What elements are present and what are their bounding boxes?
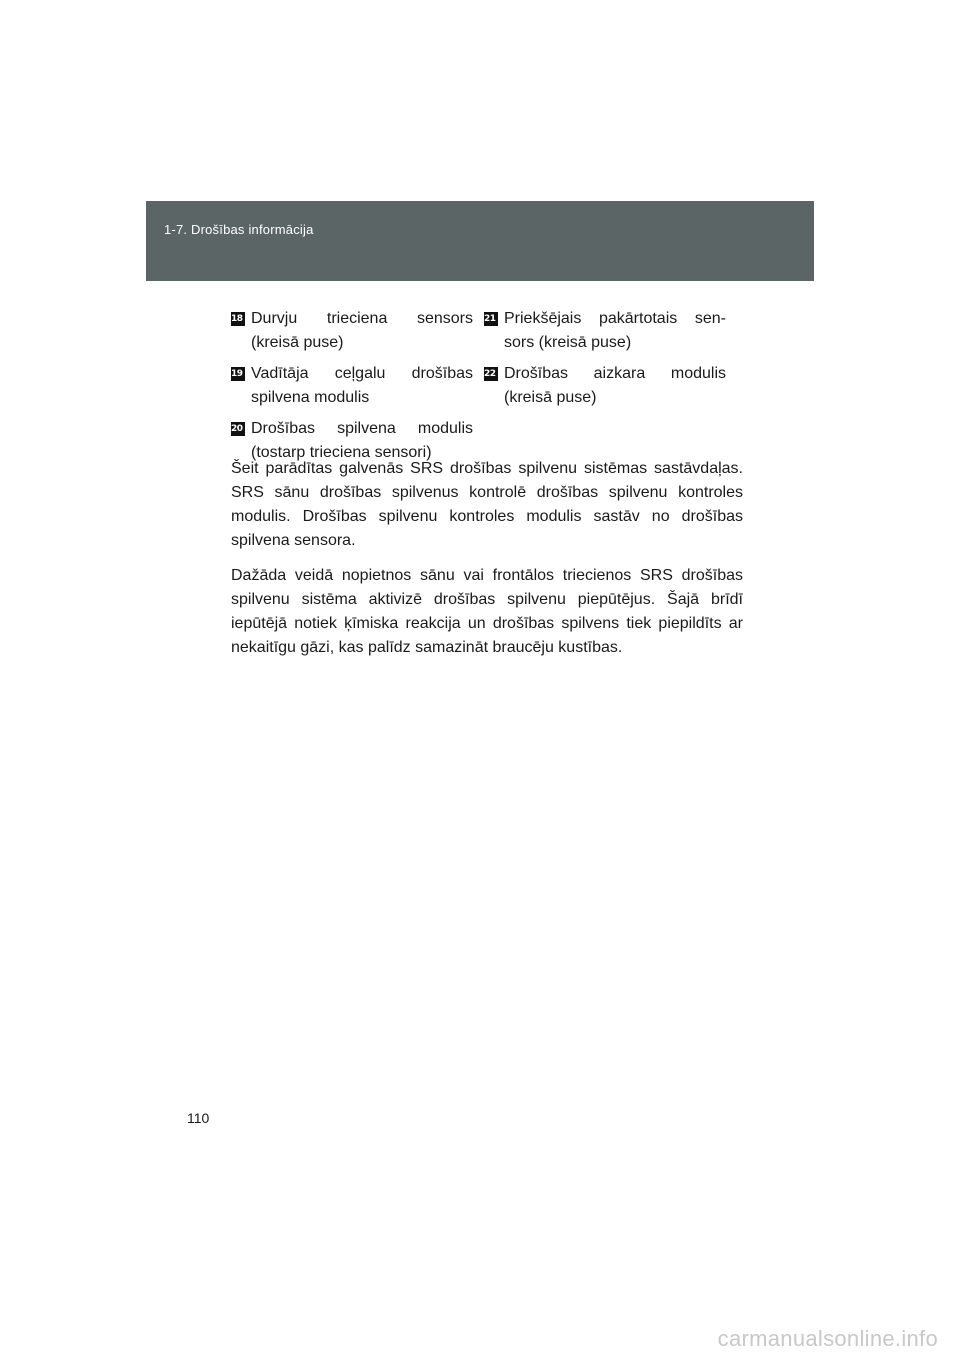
legend-item [484, 362, 726, 410]
legend-item-text-cont: spilvena modulis [251, 389, 370, 406]
legend-item-text-cont: sors (kreisā puse) [504, 334, 632, 351]
page-number: 110 [187, 1110, 210, 1126]
section-header-band [146, 201, 814, 281]
watermark: carmanualsonline.info [717, 1326, 938, 1351]
item-number-badge: 21 [484, 312, 498, 326]
legend-item [484, 307, 726, 355]
body-paragraph: Dažāda veidā nopietnos sānu vai frontālos triecienos SRS drošības spilvenu sistēma aktivizē drošības spilvenu piepūtējus. Šajā brīdī iepūtējā notiek ķīmiska reakcija un drošības spilvens tiek piepildīts ar nekaitīgu gāzi, kas palīdz samazināt braucēju kustības. [231, 567, 743, 656]
item-number-badge: 22 [484, 367, 498, 381]
body-paragraph: Šeit parādītas galvenās SRS drošības spilvenu sistēmas sastāvdaļas. SRS sānu drošības spilvenus kontrolē drošības spilvenu kontroles modulis. Drošības spilvenu kontroles modulis sastāv no drošības spilvena sensora. [231, 460, 743, 549]
legend-item-text: Drošības aizkara modulis [504, 365, 726, 382]
legend-item [231, 362, 473, 410]
legend-item-text-cont: (tostarp trieciena sensori) [251, 444, 432, 461]
legend-item-text: Priekšējais pakārtotais sen- [504, 310, 726, 327]
legend-item-text-cont: (kreisā puse) [251, 334, 344, 351]
legend-item-text: Durvju trieciena sensors [251, 310, 473, 327]
legend-item [231, 307, 473, 355]
section-title: 1-7. Drošības informācija [164, 222, 314, 237]
item-number-badge: 19 [231, 367, 245, 381]
legend-list-left [231, 307, 473, 472]
item-number-badge: 20 [231, 422, 245, 436]
legend-item-text: Vadītāja ceļgalu drošības [251, 365, 473, 382]
legend-item-text: Drošības spilvena modulis [251, 420, 473, 437]
body-text [231, 457, 743, 671]
legend-item-text-cont: (kreisā puse) [504, 389, 597, 406]
item-number-badge: 18 [231, 312, 245, 326]
legend-list-right [484, 307, 726, 417]
